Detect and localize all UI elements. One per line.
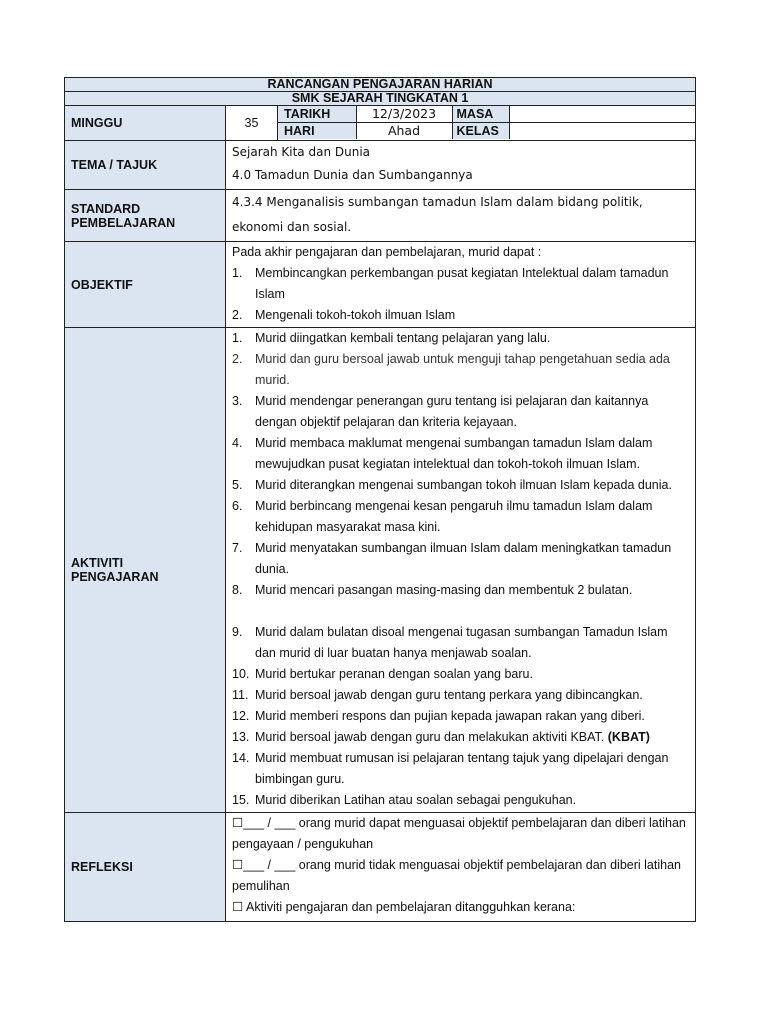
item-text: Murid mendengar penerangan guru tentang isi pelajaran dan kaitannya dengan objektif pelajaran dan kriteria kejayaan. — [255, 394, 649, 429]
item-text: Murid berbincang mengenai kesan pengaruh ilmu tamadun Islam dalam kehidupan masyarakat masa kini. — [255, 499, 653, 534]
tarikh-label: TARIKH — [278, 106, 356, 123]
lesson-plan-table — [64, 77, 696, 922]
item-text: Murid bertukar peranan dengan soalan yang baru. — [255, 667, 533, 681]
list-item — [232, 475, 689, 496]
kelas-value — [509, 123, 695, 140]
item-number: 1. — [232, 266, 243, 280]
objektif-intro: Pada akhir pengajaran dan pembelajaran, murid dapat : — [232, 245, 542, 259]
info-grid-cell — [278, 106, 696, 141]
objektif-label: OBJEKTIF — [65, 242, 226, 328]
list-item — [232, 349, 689, 391]
item-text: Murid memberi respons dan pujian kepada jawapan rakan yang diberi. — [255, 709, 645, 723]
item-number: 4. — [232, 436, 243, 450]
item-number: 9. — [232, 625, 243, 639]
standard-label-line-2: PEMBELAJARAN — [71, 215, 176, 230]
item-number: 1. — [232, 331, 243, 345]
tema-row — [65, 141, 696, 190]
document-subtitle: SMK SEJARAH TINGKATAN 1 — [65, 92, 696, 106]
kbat-tag: (KBAT) — [607, 730, 650, 744]
kelas-label: KELAS — [452, 123, 509, 140]
tarikh-value: 12/3/2023 — [356, 106, 452, 123]
tema-label: TEMA / TAJUK — [65, 141, 226, 190]
item-number: 8. — [232, 583, 243, 597]
standard-label-line-1: STANDARD — [71, 201, 141, 216]
info-row — [65, 106, 696, 141]
item-text: Murid membuat rumusan isi pelajaran tentang tajuk yang dipelajari dengan bimbingan guru. — [255, 751, 669, 786]
list-item — [232, 433, 689, 475]
list-item — [232, 685, 689, 706]
info-grid — [278, 106, 695, 139]
list-item — [232, 263, 689, 305]
list-item — [232, 538, 689, 580]
item-text: Murid menyatakan sumbangan ilmuan Islam dalam meningkatkan tamadun dunia. — [255, 541, 672, 576]
list-item — [232, 664, 689, 685]
minggu-value: 35 — [226, 106, 278, 141]
hari-label: HARI — [278, 123, 356, 140]
item-number: 3. — [232, 394, 243, 408]
item-number: 14. — [232, 751, 250, 765]
item-number: 7. — [232, 541, 243, 555]
item-number: 2. — [232, 308, 243, 322]
aktiviti-label-line-2: PENGAJARAN — [71, 570, 159, 584]
aktiviti-label — [65, 328, 226, 813]
header-subtitle-row — [65, 92, 696, 106]
item-text: Murid membaca maklumat mengenai sumbangan tamadun Islam dalam mewujudkan pusat kegiatan intelektual dan tokoh-tokoh ilmuan Islam. — [255, 436, 653, 471]
objektif-row — [65, 242, 696, 328]
item-text: Membincangkan perkembangan pusat kegiatan Intelektual dalam tamadun Islam — [255, 266, 669, 301]
refleksi-line-1: ☐___ / ___ orang murid dapat menguasai objektif pembelajaran dan diberi latihan pengayaan / pengukuhan — [232, 816, 686, 851]
item-number: 15. — [232, 793, 250, 807]
item-text: Murid diterangkan mengenai sumbangan tokoh ilmuan Islam kepada dunia. — [255, 478, 672, 492]
item-number: 5. — [232, 478, 243, 492]
aktiviti-row — [65, 328, 696, 813]
refleksi-content — [226, 813, 696, 922]
item-number: 6. — [232, 499, 243, 513]
item-text-main: Murid bersoal jawab dengan guru dan melakukan aktiviti KBAT. — [255, 730, 605, 744]
list-spacer — [232, 601, 689, 622]
tema-line-2: 4.0 Tamadun Dunia dan Sumbangannya — [232, 168, 473, 182]
item-number: 2. — [232, 352, 243, 366]
standard-row — [65, 190, 696, 242]
standard-label — [65, 190, 226, 242]
standard-text: 4.3.4 Menganalisis sumbangan tamadun Islam dalam bidang politik, ekonomi dan sosial. — [226, 190, 696, 242]
list-item — [232, 727, 689, 748]
list-item — [232, 391, 689, 433]
item-text: Mengenali tokoh-tokoh ilmuan Islam — [255, 308, 456, 322]
refleksi-row — [65, 813, 696, 922]
list-item — [232, 580, 689, 601]
aktiviti-label-line-1: AKTIVITI — [71, 556, 124, 570]
item-number: 12. — [232, 709, 250, 723]
list-item — [232, 706, 689, 727]
aktiviti-list — [232, 328, 689, 811]
tema-line-1: Sejarah Kita dan Dunia — [232, 145, 370, 159]
objektif-content — [226, 242, 696, 328]
item-text — [255, 727, 689, 748]
list-item — [232, 328, 689, 349]
refleksi-line-3: ☐ Aktiviti pengajaran dan pembelajaran ditangguhkan kerana: — [232, 900, 576, 914]
minggu-label: MINGGU — [65, 106, 226, 141]
tema-content — [226, 141, 696, 190]
refleksi-line-2: ☐___ / ___ orang murid tidak menguasai objektif pembelajaran dan diberi latihan pemulihan — [232, 858, 681, 893]
item-text: Murid dalam bulatan disoal mengenai tugasan sumbangan Tamadun Islam dan murid di luar buatan hanya menjawab soalan. — [255, 625, 668, 660]
header-title-row — [65, 78, 696, 92]
item-text: Murid diingatkan kembali tentang pelajaran yang lalu. — [255, 331, 551, 345]
item-text: Murid dan guru bersoal jawab untuk menguji tahap pengetahuan sedia ada murid. — [255, 352, 670, 387]
item-number: 11. — [232, 688, 249, 702]
item-text: Murid mencari pasangan masing-masing dan membentuk 2 bulatan. — [255, 583, 633, 597]
list-item — [232, 622, 689, 664]
list-item — [232, 790, 689, 811]
list-item — [232, 748, 689, 790]
list-item — [232, 305, 689, 326]
item-number: 10. — [232, 667, 250, 681]
aktiviti-content — [226, 328, 696, 813]
document-title: RANCANGAN PENGAJARAN HARIAN — [65, 78, 696, 92]
item-text: Murid diberikan Latihan atau soalan sebagai pengukuhan. — [255, 793, 577, 807]
objektif-list — [232, 263, 689, 326]
item-number: 13. — [232, 730, 250, 744]
list-item — [232, 496, 689, 538]
item-text: Murid bersoal jawab dengan guru tentang perkara yang dibincangkan. — [255, 688, 643, 702]
masa-label: MASA — [452, 106, 509, 123]
hari-value: Ahad — [356, 123, 452, 140]
masa-value — [509, 106, 695, 123]
refleksi-label: REFLEKSI — [65, 813, 226, 922]
